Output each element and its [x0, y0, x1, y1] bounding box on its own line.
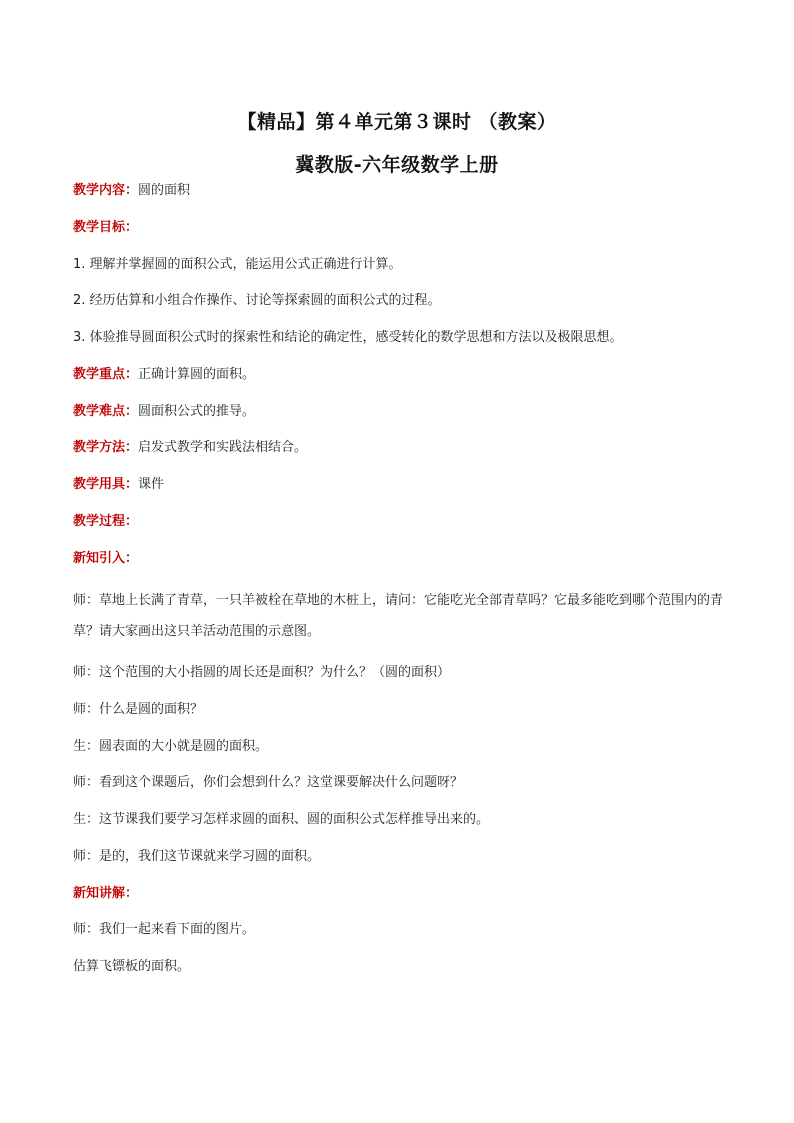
goals-label: 教学目标：	[73, 220, 139, 235]
key-point-row	[73, 367, 723, 383]
difficulty-label: 教学难点：	[73, 404, 139, 419]
goal-item: 1. 理解并掌握圆的面积公式，能运用公式正确进行计算。	[73, 257, 402, 272]
intro-paragraph: 师：草地上长满了青草，一只羊被栓在草地的木桩上，请问：它能吃光全部青草吗？它最多能吃到哪个范围内的青草？请大家画出这只羊活动范围的示意图。	[73, 593, 724, 639]
content-row	[73, 183, 723, 199]
tools-value: 课件	[138, 477, 165, 492]
intro-paragraph: 生：圆表面的大小就是圆的面积。	[73, 739, 269, 754]
tools-label: 教学用具：	[73, 477, 139, 492]
content-value: 圆的面积	[138, 183, 191, 198]
key-point-value: 正确计算圆的面积。	[138, 367, 256, 382]
difficulty-value: 圆面积公式的推导。	[138, 404, 256, 419]
goal-item: 3. 体验推导圆面积公式时的探索性和结论的确定性，感受转化的数学思想和方法以及极限思想。	[73, 330, 623, 345]
key-point-label: 教学重点：	[73, 367, 139, 382]
method-label: 教学方法：	[73, 440, 139, 455]
intro-paragraph: 师：什么是圆的面积？	[73, 702, 204, 717]
content-label: 教学内容：	[73, 183, 139, 198]
intro-paragraph: 生：这节课我们要学习怎样求圆的面积、圆的面积公式怎样推导出来的。	[73, 812, 490, 827]
document-title: 【精品】第４单元第３课时 （教案）	[237, 111, 557, 133]
intro-paragraph: 师：看到这个课题后，你们会想到什么？这堂课要解决什么问题呀？	[73, 775, 464, 790]
document-subtitle: 冀教版-六年级数学上册	[295, 154, 499, 176]
explain-label: 新知讲解：	[73, 886, 139, 901]
intro-paragraph: 师：是的，我们这节课就来学习圆的面积。	[73, 849, 321, 864]
explain-paragraph: 师：我们一起来看下面的图片。	[73, 922, 256, 937]
intro-label: 新知引入：	[73, 551, 139, 566]
method-row	[73, 440, 723, 456]
tools-row	[73, 477, 723, 493]
explain-paragraph: 估算飞镖板的面积。	[73, 959, 191, 974]
process-label: 教学过程：	[73, 514, 139, 529]
method-value: 启发式教学和实践法相结合。	[138, 440, 308, 455]
intro-paragraph: 师：这个范围的大小指圆的周长还是面积？为什么？（圆的面积）	[73, 665, 451, 680]
goal-item: 2. 经历估算和小组合作操作、讨论等探索圆的面积公式的过程。	[73, 293, 441, 308]
difficulty-row	[73, 404, 723, 420]
